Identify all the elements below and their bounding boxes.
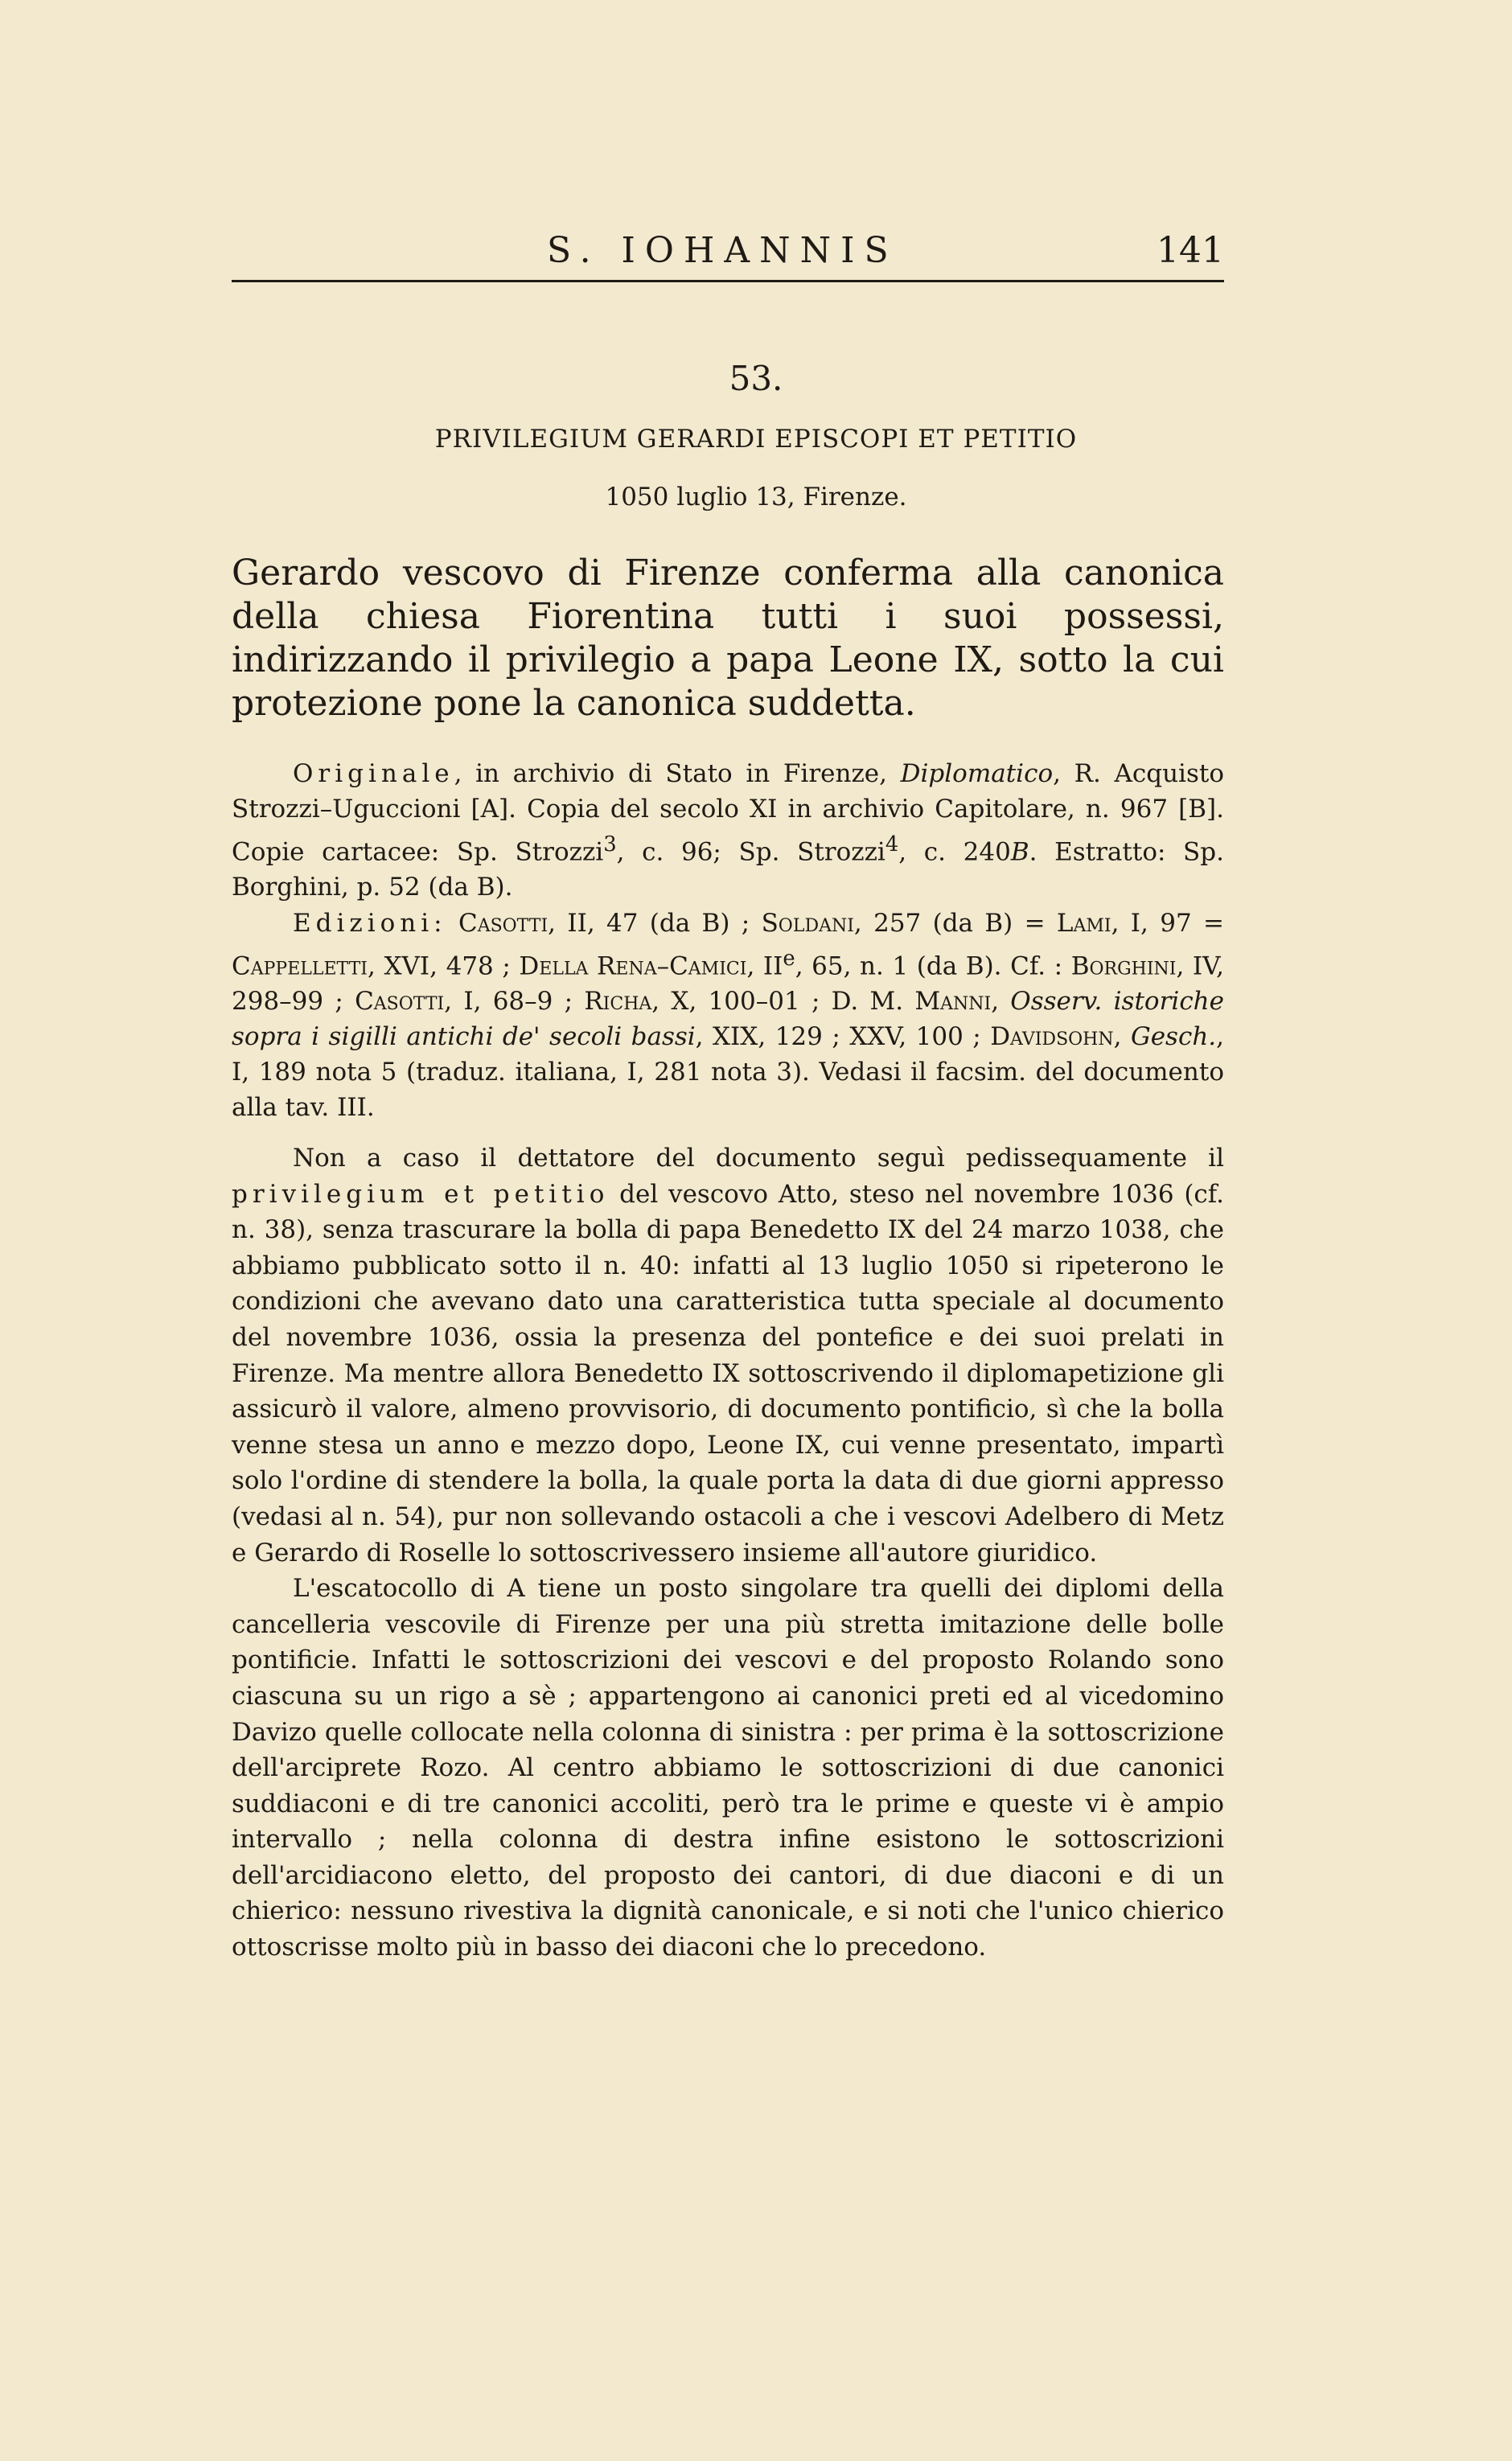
- commentary-spaced-term: privilegium et petitio: [232, 1179, 610, 1209]
- work-title: Gesch.: [1130, 1022, 1217, 1052]
- sources-italic: Diplomatico: [900, 759, 1054, 788]
- document-title: PRIVILEGIUM GERARDI EPISCOPI ET PETITIO: [434, 425, 1078, 454]
- editions-text: , X, 100–01 ; D. M.: [651, 987, 915, 1017]
- sources-superscript: 3: [603, 832, 617, 857]
- sources-text: , in archivio di Stato in Firenze,: [454, 759, 901, 788]
- commentary-paragraph-2: L'escatocollo di A tiene un posto singolare tra quelli dei diplomi della cancelleria vescovile di Firenze per una più stretta imitazione delle bolle pontificie. Infatti le sottoscrizioni dei vescovi e del proposto Rolando sono ciascuna su un rigo a sè ; appartengono ai canonici preti ed al vicedomino Davizo quelle collocate nella colonna di sinistra : per prima è la sottoscrizione dell'arciprete Rozo. Al centro abbiamo le sottoscrizioni di due canonici suddiaconi e di tre canonici accoliti, però tra le prime e queste vi è ampio intervallo ; nella colonna di destra infine esistono le sottoscrizioni dell'arcidiacono eletto, del proposto dei cantori, di due diaconi e di un chierico: nessuno rivestiva la dignità canonicale, e si noti che l'unico chierico ottoscrisse molto più in basso dei diaconi che lo precedono.: [232, 1574, 1224, 1962]
- editions-text: , 65, n. 1 (da B). Cf. :: [795, 951, 1071, 981]
- sources-label: Originale: [293, 759, 454, 788]
- editions-text: , XVI, 478 ;: [368, 951, 520, 981]
- editions-text: , I, 97 =: [1111, 909, 1224, 938]
- editions-label: Edizioni:: [293, 909, 447, 938]
- running-header: [232, 219, 1224, 283]
- author-name: Della Rena–Camici: [519, 951, 747, 981]
- header-rule: [232, 280, 1224, 282]
- sources-text: . Estratto: Sp. Borghini, p. 52 (da B).: [232, 837, 1224, 902]
- editions-text: ,: [991, 987, 1011, 1017]
- sources-text: , R. Acquisto Strozzi–Uguccioni [A]. Copia del secolo XI in archivio Capitolare, n. 967 [B]. Copie cartacee: Sp. Strozzi: [232, 759, 1224, 867]
- page-number: 141: [1157, 230, 1224, 271]
- sources-superscript: 4: [885, 832, 899, 857]
- author-name: Richa: [584, 987, 652, 1017]
- author-name: Lami: [1056, 909, 1111, 938]
- editions-text: , I, 189 nota 5 (traduz. italiana, I, 281 nota 3). Vedasi il facsim. del documento alla tav. III.: [232, 1022, 1224, 1123]
- commentary-text: del vescovo Atto, steso nel novembre 1036 (cf. n. 38), senza trascurare la bolla di papa Benedetto IX del 24 marzo 1038, che abbiamo pubblicato sotto il n. 40: infatti al 13 luglio 1050 si ripeterono le condizioni che avevano dato una caratteristica tutta speciale al documento del novembre 1036, ossia la presenza del pontefice e dei suoi prelati in Firenze. Ma mentre allora Benedetto IX sottoscrivendo il diplomapetizione gli assicurò il valore, almeno provvisorio, di documento pontificio, sì che la bolla venne stesa un anno e mezzo dopo, Leone IX, cui venne presentato, impartì solo l'ordine di stendere la bolla, la quale porta la data di due giorni appresso (vedasi al n. 54), pur non sollevando ostacoli a che i vescovi Adelbero di Metz e Gerardo di Roselle lo sottoscrivessero insieme all'autore giuridico.: [232, 1179, 1225, 1567]
- commentary-paragraph-1: [232, 1140, 1224, 1571]
- editions-text: , II, 47 (da B) ;: [548, 909, 762, 938]
- running-title: S. IOHANNIS: [547, 230, 898, 271]
- editions-text: ,: [1113, 1022, 1131, 1052]
- sources-text: , c. 240: [898, 837, 1011, 867]
- author-name: Casotti: [458, 909, 549, 938]
- author-name: Borghini: [1070, 951, 1177, 981]
- editions-superscript: e: [783, 947, 795, 971]
- author-name: Davidsohn: [990, 1022, 1114, 1052]
- author-name: Casotti: [355, 987, 445, 1017]
- commentary: [232, 1140, 1224, 1966]
- author-name: Cappelletti: [232, 951, 368, 981]
- author-name: Manni: [914, 987, 992, 1017]
- work-title: Osserv. istoriche sopra i sigilli antichi de' secoli bassi: [232, 987, 1224, 1052]
- sources-italic: B: [1010, 837, 1029, 867]
- editions-text: , I, 68–9 ;: [444, 987, 585, 1017]
- commentary-text: Non a caso il dettatore del documento seguì pedissequamente il: [293, 1144, 1224, 1173]
- document-number: 53.: [729, 359, 783, 398]
- editions-text: , II: [746, 951, 783, 981]
- document-date-place: 1050 luglio 13, Firenze.: [605, 483, 907, 512]
- author-name: Soldani: [761, 909, 854, 938]
- editions-text: , IV, 298–99 ;: [232, 951, 1225, 1017]
- sources-paragraph: [232, 756, 1224, 905]
- editions-paragraph: [232, 906, 1224, 1125]
- editions-text: , 257 (da B) =: [853, 909, 1057, 938]
- sources-text: , c. 96; Sp. Strozzi: [616, 837, 885, 867]
- regesto-summary: Gerardo vescovo di Firenze conferma alla canonica della chiesa Fiorentina tutti i suoi possessi, indirizzando il privilegio a papa Leone IX, sotto la cui protezione pone la canonica suddetta.: [232, 553, 1224, 724]
- editions-text: , XIX, 129 ; XXV, 100 ;: [695, 1022, 991, 1052]
